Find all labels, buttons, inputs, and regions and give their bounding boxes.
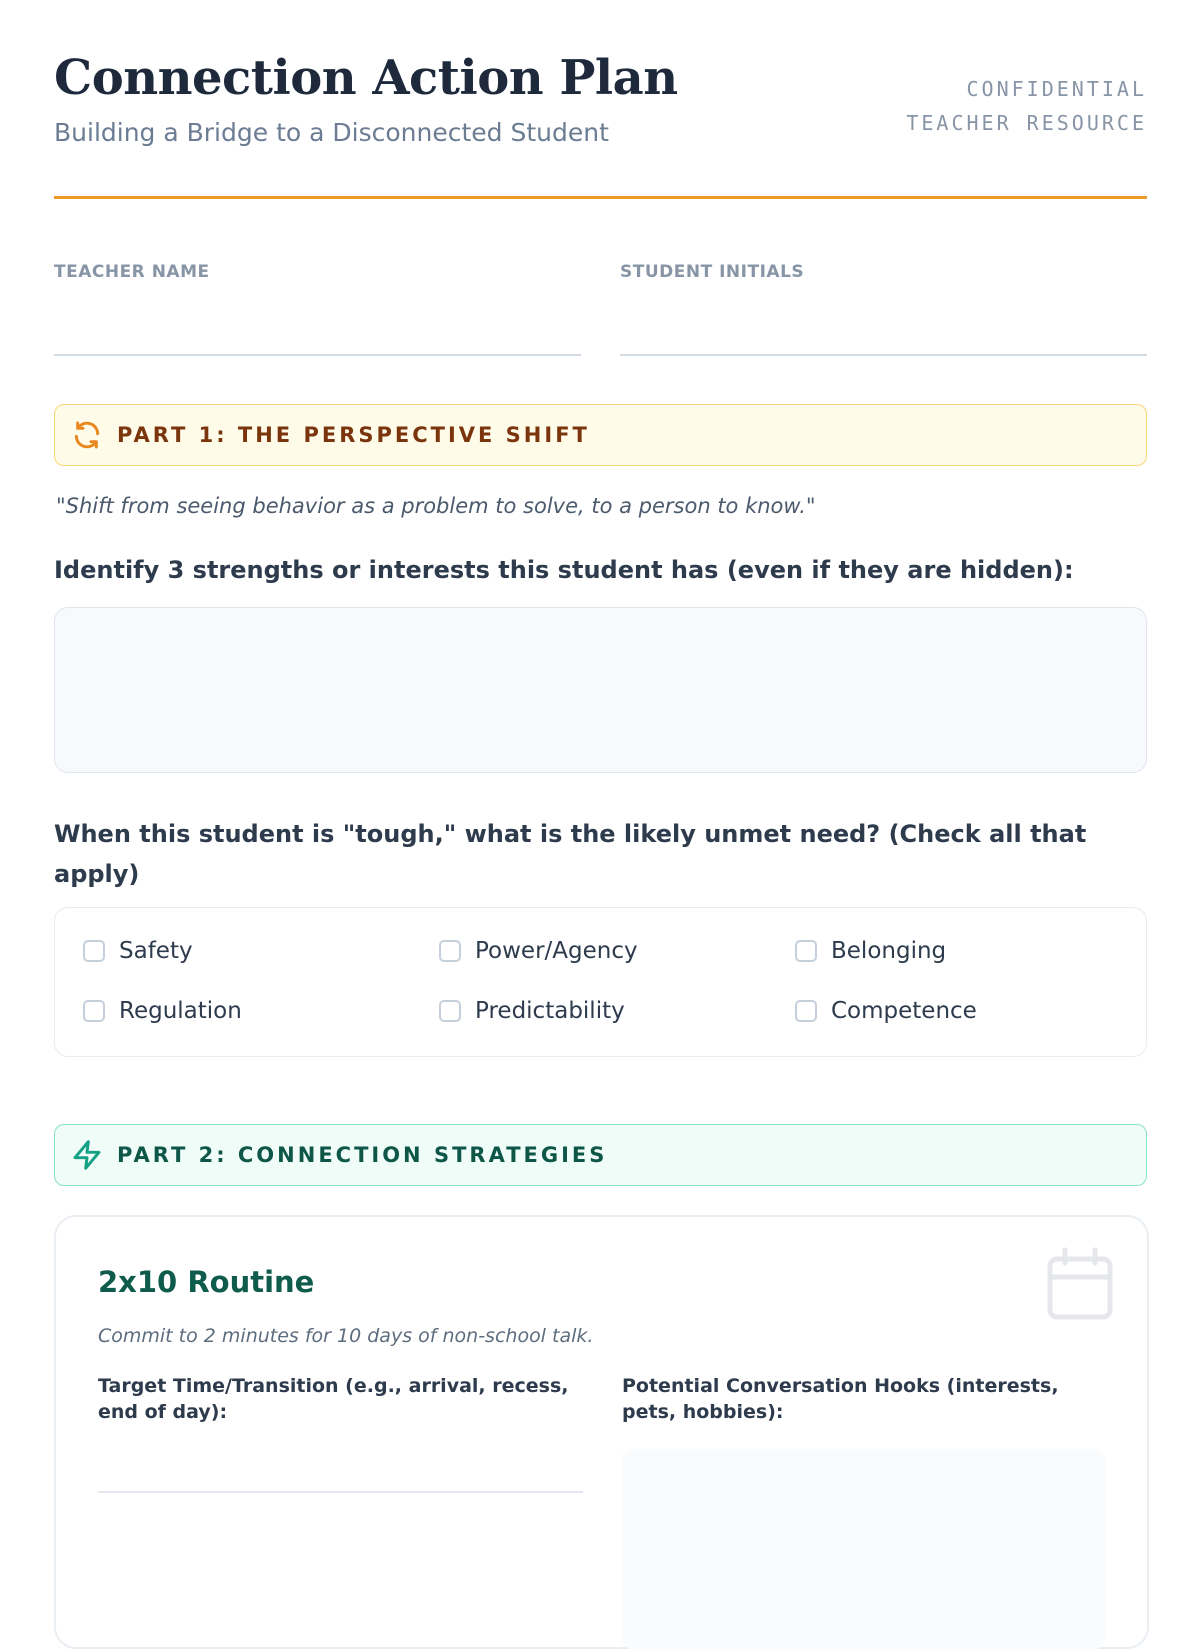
need-power-agency[interactable] bbox=[439, 938, 638, 964]
part1-header bbox=[54, 404, 1147, 466]
need-label: Regulation bbox=[119, 998, 242, 1024]
perspective-quote: "Shift from seeing behavior as a problem to solve, to a person to know." bbox=[56, 494, 816, 518]
confidential-line-1: CONFIDENTIAL bbox=[966, 77, 1147, 101]
strategy-title: 2x10 Routine bbox=[98, 1265, 315, 1299]
need-label: Competence bbox=[831, 998, 977, 1024]
student-initials-label: STUDENT INITIALS bbox=[620, 262, 805, 282]
teacher-name-label: TEACHER NAME bbox=[54, 262, 210, 282]
conversation-hooks-input[interactable] bbox=[622, 1449, 1105, 1649]
worksheet-page bbox=[54, 0, 1147, 1423]
part2-header bbox=[54, 1124, 1147, 1186]
need-belonging[interactable] bbox=[795, 938, 946, 964]
student-initials-field bbox=[620, 262, 1147, 356]
confidential-label bbox=[906, 72, 1147, 140]
conversation-hooks-label: Potential Conversation Hooks (interests, pets, hobbies): bbox=[622, 1375, 1059, 1423]
checkbox[interactable] bbox=[795, 940, 817, 962]
strengths-answer-box[interactable] bbox=[54, 607, 1147, 773]
need-regulation[interactable] bbox=[83, 998, 242, 1024]
need-label: Predictability bbox=[475, 998, 625, 1024]
checkbox[interactable] bbox=[83, 940, 105, 962]
page-subtitle: Building a Bridge to a Disconnected Student bbox=[54, 118, 609, 147]
checkbox[interactable] bbox=[439, 1000, 461, 1022]
header bbox=[54, 0, 1147, 199]
need-label: Safety bbox=[119, 938, 193, 964]
teacher-name-field bbox=[54, 262, 581, 356]
unmet-needs-checklist bbox=[54, 907, 1147, 1057]
checkbox[interactable] bbox=[795, 1000, 817, 1022]
strategy-card-2x10 bbox=[54, 1215, 1149, 1649]
refresh-icon bbox=[71, 419, 103, 451]
need-predictability[interactable] bbox=[439, 998, 625, 1024]
part2-title: PART 2: CONNECTION STRATEGIES bbox=[117, 1143, 608, 1167]
strategy-subtitle: Commit to 2 minutes for 10 days of non-school talk. bbox=[98, 1325, 594, 1347]
unmet-need-question: When this student is "tough," what is the likely unmet need? (Check all that apply) bbox=[54, 820, 1087, 888]
lightning-icon bbox=[71, 1139, 103, 1171]
need-safety[interactable] bbox=[83, 938, 193, 964]
checkbox[interactable] bbox=[439, 940, 461, 962]
target-time-input[interactable] bbox=[98, 1491, 583, 1493]
target-time-label: Target Time/Transition (e.g., arrival, recess, end of day): bbox=[98, 1375, 569, 1423]
need-label: Belonging bbox=[831, 938, 947, 964]
teacher-name-input[interactable] bbox=[54, 326, 581, 356]
need-competence[interactable] bbox=[795, 998, 977, 1024]
checkbox[interactable] bbox=[83, 1000, 105, 1022]
calendar-icon bbox=[1045, 1247, 1115, 1323]
confidential-line-2: TEACHER RESOURCE bbox=[906, 111, 1147, 135]
student-initials-input[interactable] bbox=[620, 326, 1147, 356]
page-title: Connection Action Plan bbox=[54, 50, 678, 106]
strengths-question: Identify 3 strengths or interests this student has (even if they are hidden): bbox=[54, 556, 1074, 584]
need-label: Power/Agency bbox=[475, 938, 638, 964]
part1-title: PART 1: THE PERSPECTIVE SHIFT bbox=[117, 423, 590, 447]
